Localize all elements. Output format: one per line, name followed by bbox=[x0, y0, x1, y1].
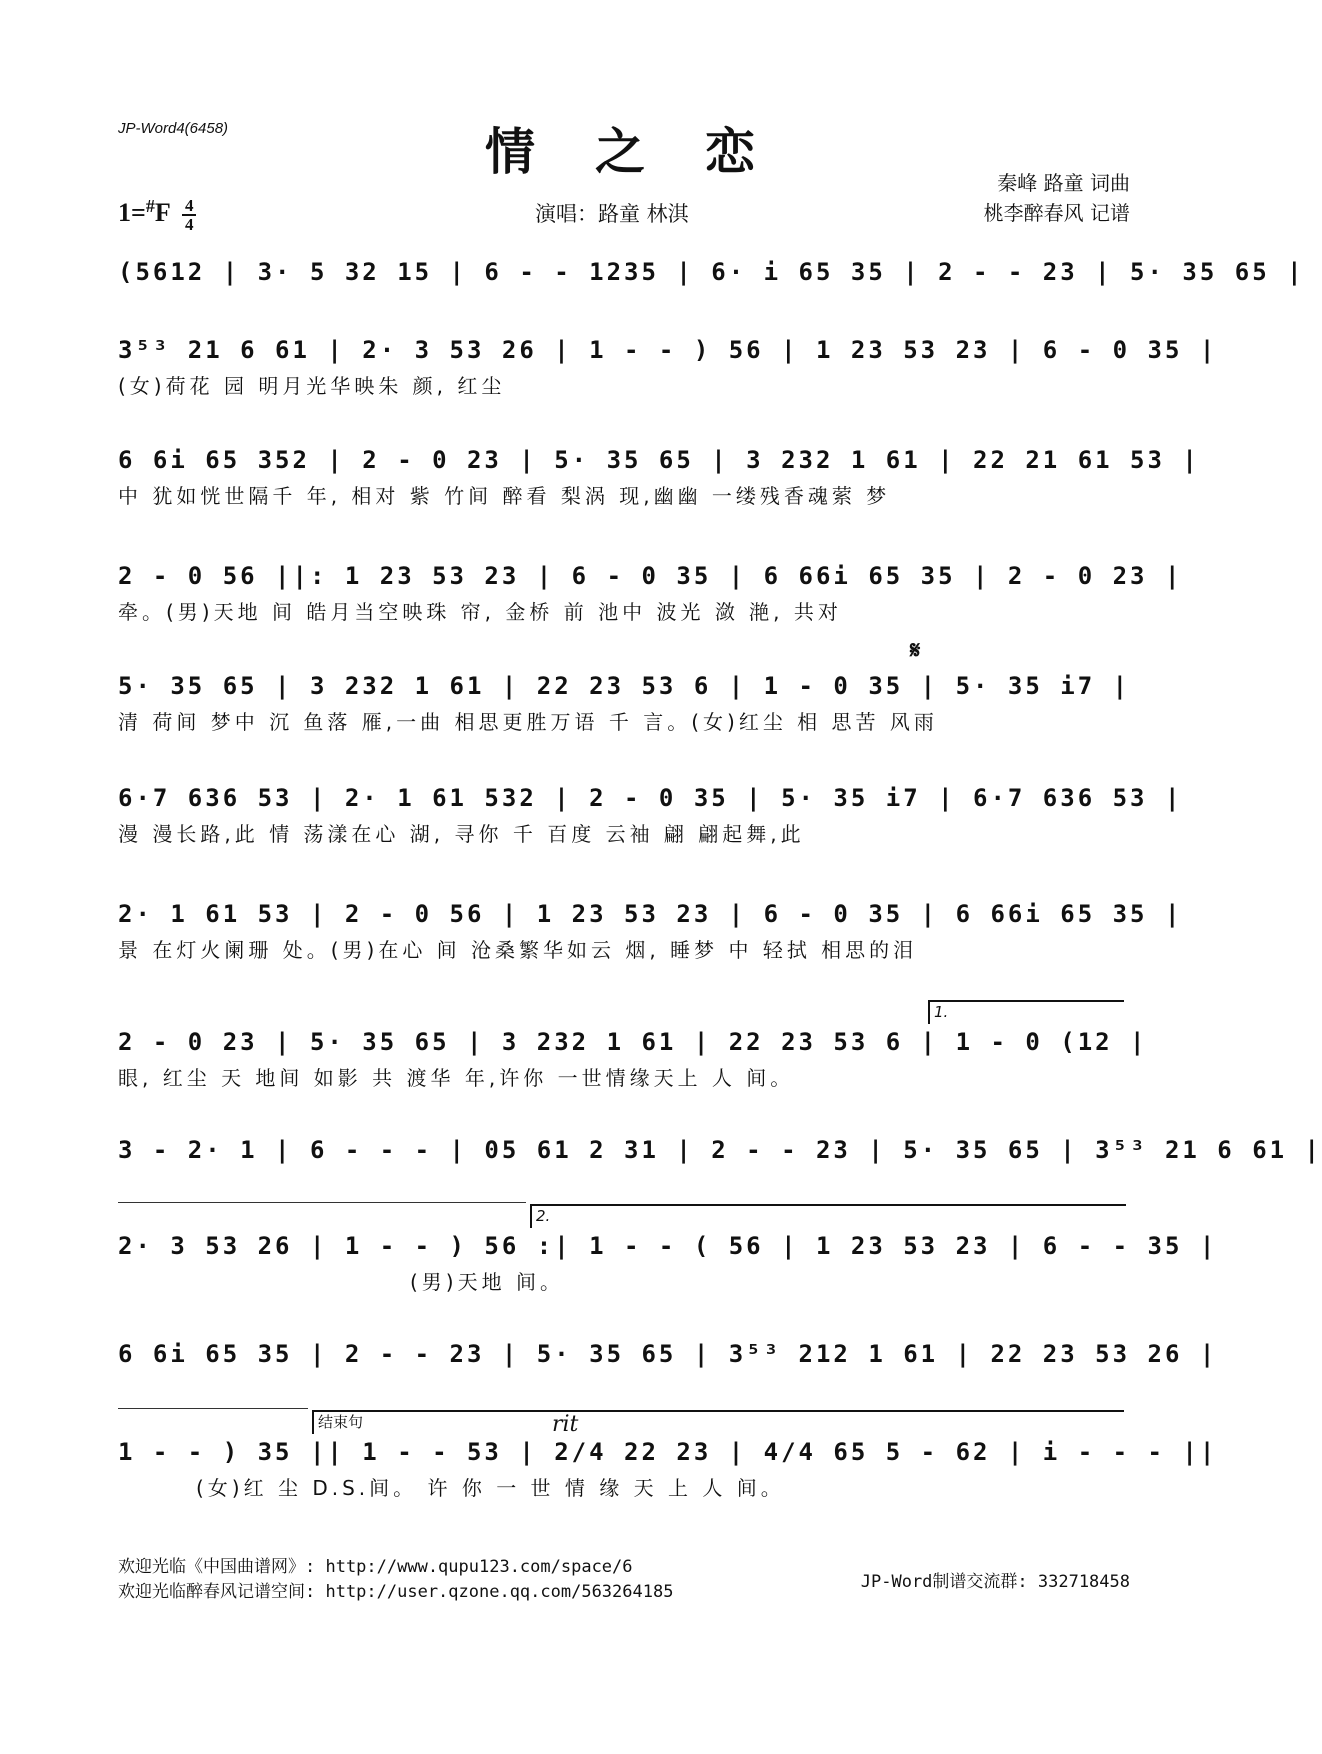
volta-bracket-line bbox=[118, 1202, 526, 1203]
lyric-line: 清 荷间 梦中 沉 鱼落 雁,一曲 相思更胜万语 千 言。(女)红尘 相 思苦 风雨 bbox=[118, 710, 938, 734]
notation-line: 5· 35 65 | 3 232 1 61 | 22 23 53 6 | 1 - 0 35 | 5· 35 i7 | bbox=[118, 672, 1131, 700]
footer-links bbox=[118, 1555, 673, 1605]
score-system bbox=[118, 894, 1183, 934]
song-title: 情之恋 bbox=[485, 122, 815, 181]
notation-line: 2 - 0 23 | 5· 35 65 | 3 232 1 61 | 22 23 53 6 | 1 - 0 (12 | bbox=[118, 1028, 1148, 1056]
lyric-line: (女)荷花 园 明月光华映朱 颜, 红尘 bbox=[118, 374, 506, 398]
notation-line: 6·7 636 53 | 2· 1 61 532 | 2 - 0 35 | 5· 35 i7 | 6·7 636 53 | bbox=[118, 784, 1183, 812]
notation-line: 6 6i 65 35 | 2 - - 23 | 5· 35 65 | 3⁵³ 212 1 61 | 22 23 53 26 | bbox=[118, 1340, 1218, 1368]
volta-first-ending: 1. bbox=[928, 1000, 1124, 1024]
notation-line: 2 - 0 56 ||: 1 23 53 23 | 6 - 0 35 | 6 66i 65 35 | 2 - 0 23 | bbox=[118, 562, 1183, 590]
segno-sign: 𝄋 bbox=[910, 636, 921, 664]
coda-bracket-line bbox=[118, 1408, 308, 1409]
lyricist-composer: 秦峰 路童 词曲 bbox=[997, 171, 1130, 195]
software-tag: JP-Word4(6458) bbox=[118, 120, 229, 137]
key-prefix: 1= bbox=[118, 198, 146, 227]
score-system bbox=[118, 252, 1305, 292]
time-bottom: 4 bbox=[185, 215, 194, 235]
coda-label: 结束句 bbox=[312, 1410, 1124, 1434]
footer-group: JP-Word制谱交流群: 332718458 bbox=[860, 1572, 1130, 1592]
footer-link-qzone[interactable]: 欢迎光临醉春风记谱空间: http://user.qzone.qq.com/563264185 bbox=[118, 1582, 674, 1602]
singer-credit: 演唱：路童 林淇 bbox=[535, 202, 689, 226]
score-system bbox=[118, 1334, 1218, 1374]
sharp-sign: # bbox=[145, 196, 155, 216]
lyric-line: 漫 漫长路,此 情 荡漾在心 湖, 寻你 千 百度 云袖 翩 翩起舞,此 bbox=[118, 822, 805, 846]
notation-line: 6 6i 65 352 | 2 - 0 23 | 5· 35 65 | 3 232 1 61 | 22 21 61 53 | bbox=[118, 446, 1200, 474]
transcriber: 桃李醉春风 记谱 bbox=[983, 201, 1130, 225]
time-signature bbox=[182, 196, 196, 235]
lyric-line: 牵。(男)天地 间 皓月当空映珠 帘, 金桥 前 池中 波光 潋 滟, 共对 bbox=[118, 600, 842, 624]
score-system bbox=[118, 1022, 1148, 1062]
score-system bbox=[118, 1130, 1322, 1170]
lyric-line: 中 犹如恍世隔千 年, 相对 紫 竹间 醉看 梨涡 现,幽幽 一缕残香魂萦 梦 bbox=[118, 484, 891, 508]
score-system bbox=[118, 1432, 1218, 1472]
lyric-line: 眼, 红尘 天 地间 如影 共 渡华 年,许你 一世情缘天上 人 间。 bbox=[118, 1066, 795, 1090]
score-system bbox=[118, 440, 1200, 480]
score-system bbox=[118, 778, 1183, 818]
notation-line: (5612 | 3· 5 32 15 | 6 - - 1235 | 6· i 65 35 | 2 - - 23 | 5· 35 65 | bbox=[118, 258, 1305, 286]
notation-line: 1 - - ) 35 || 1 - - 53 | 2/4 22 23 | 4/4 65 5 - 62 | i - - - || bbox=[118, 1438, 1218, 1466]
footer-link-qupu[interactable]: 欢迎光临《中国曲谱网》: http://www.qupu123.com/space/6 bbox=[118, 1557, 633, 1577]
ritardando-mark: rit bbox=[552, 1412, 579, 1437]
notation-line: 3 - 2· 1 | 6 - - - | 05 61 2 31 | 2 - - 23 | 5· 35 65 | 3⁵³ 21 6 61 | bbox=[118, 1136, 1322, 1164]
credits bbox=[984, 168, 1130, 228]
volta-second-ending: 2. bbox=[530, 1204, 1126, 1228]
score-system bbox=[118, 1226, 1218, 1266]
notation-line: 2· 1 61 53 | 2 - 0 56 | 1 23 53 23 | 6 - 0 35 | 6 66i 65 35 | bbox=[118, 900, 1183, 928]
notation-line: 3⁵³ 21 6 61 | 2· 3 53 26 | 1 - - ) 56 | 1 23 53 23 | 6 - 0 35 | bbox=[118, 336, 1218, 364]
key-signature bbox=[118, 196, 196, 235]
score-system bbox=[118, 556, 1183, 596]
notation-line: 2· 3 53 26 | 1 - - ) 56 :| 1 - - ( 56 | 1 23 53 23 | 6 - - 35 | bbox=[118, 1232, 1218, 1260]
key-note: F bbox=[154, 198, 170, 227]
lyric-line: 景 在灯火阑珊 处。(男)在心 间 沧桑繁华如云 烟, 睡梦 中 轻拭 相思的泪 bbox=[118, 938, 918, 962]
lyric-line: (男)天地 间。 bbox=[410, 1270, 564, 1294]
lyric-line: (女)红 尘 D.S.间。 许 你 一 世 情 缘 天 上 人 间。 bbox=[196, 1476, 785, 1500]
time-top: 4 bbox=[185, 196, 194, 216]
score-system bbox=[118, 330, 1218, 370]
score-system bbox=[118, 666, 1130, 706]
